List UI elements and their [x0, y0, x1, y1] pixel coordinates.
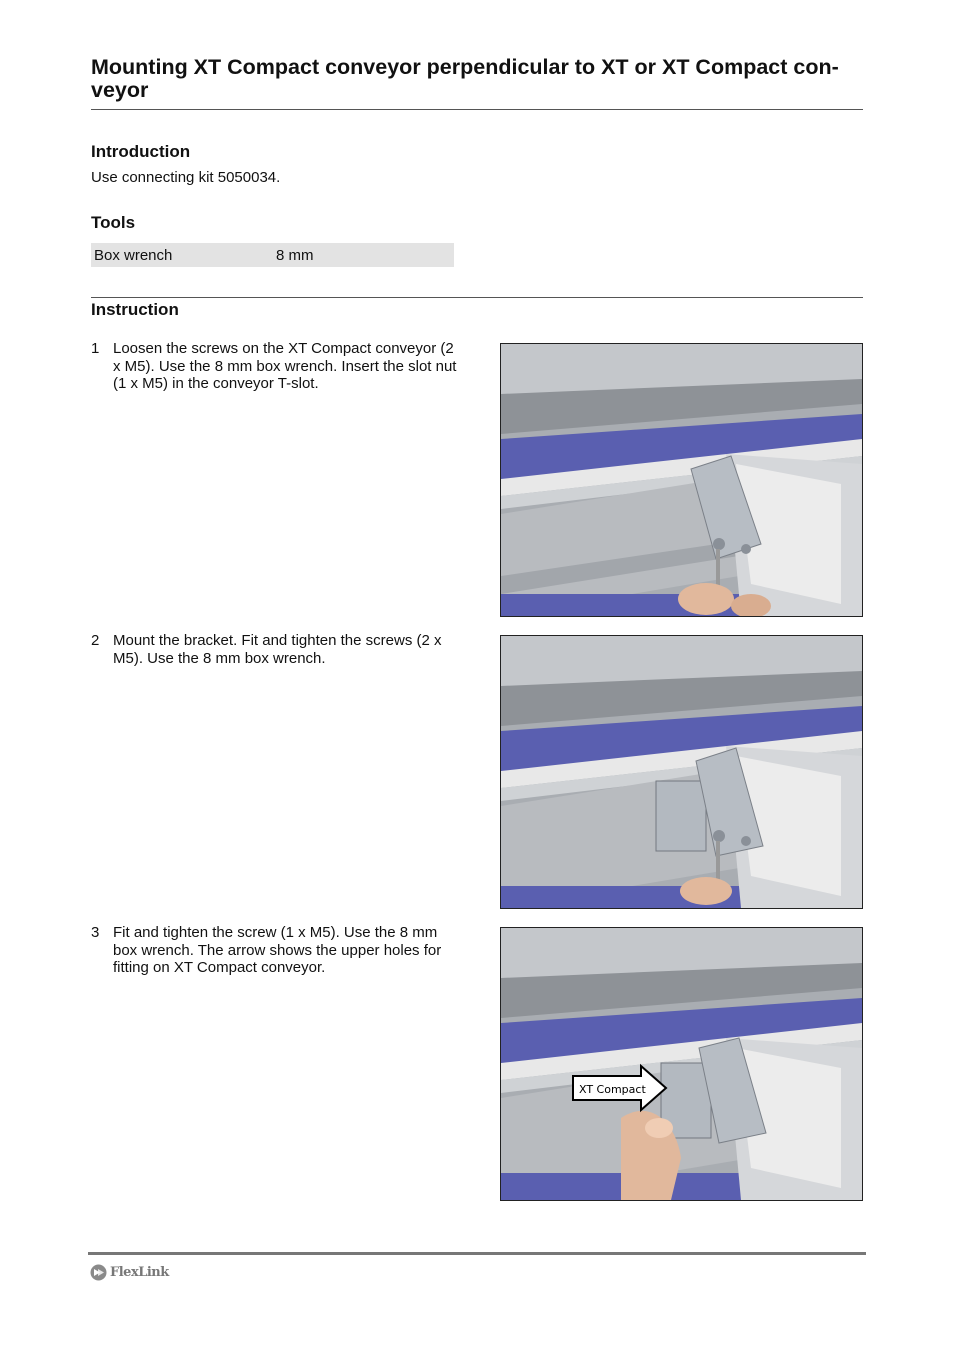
flexlink-logo-icon: [90, 1264, 107, 1281]
introduction-text: Use connecting kit 5050034.: [91, 169, 281, 186]
page-title: Mounting XT Compact conveyor perpendicular to XT or XT Compact con-veyor: [91, 55, 839, 102]
tool-name-cell: Box wrench: [94, 246, 173, 264]
step-2-photo: [500, 635, 863, 909]
step-number: 2: [91, 632, 100, 649]
step-2: [91, 632, 459, 667]
tool-size-cell: 8 mm: [276, 246, 314, 264]
logo-text: FlexLink: [110, 1265, 169, 1280]
flexlink-logo: [90, 1264, 169, 1281]
step-text: Loosen the screws on the XT Compact conveyor (2 x M5). Use the 8 mm box wrench. Insert the slot nut (1 x M5) in the conveyor T-slot.: [113, 340, 457, 393]
xt-compact-callout: XT Compact: [579, 1083, 646, 1096]
step-3-photo: [500, 927, 863, 1201]
footer-divider: [88, 1252, 866, 1255]
instruction-heading: Instruction: [91, 300, 179, 319]
instruction-divider: [91, 297, 863, 298]
step-3: [91, 924, 459, 977]
tools-table: [91, 243, 454, 267]
title-divider: [91, 109, 863, 110]
tools-heading: Tools: [91, 213, 136, 232]
step-number: 1: [91, 340, 100, 357]
step-1-photo: [500, 343, 863, 617]
step-text: Fit and tighten the screw (1 x M5). Use the 8 mm box wrench. The arrow shows the upper holes for fitting on XT Compact conveyor.: [113, 924, 442, 977]
step-text: Mount the bracket. Fit and tighten the screws (2 x M5). Use the 8 mm box wrench.: [113, 632, 442, 667]
introduction-heading: Introduction: [91, 142, 191, 161]
step-1: [91, 340, 459, 393]
step-number: 3: [91, 924, 100, 941]
